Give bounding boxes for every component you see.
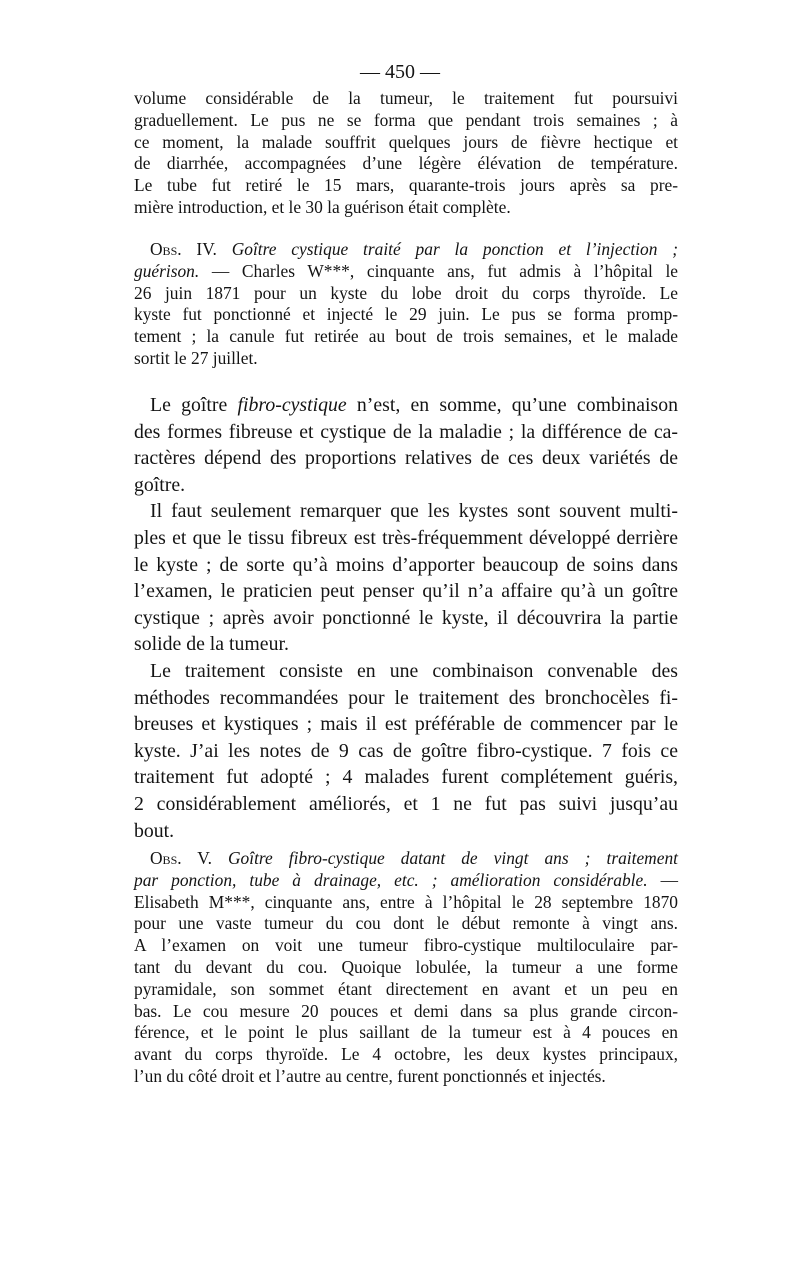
text-line: Le goître fibro-cystique n’est, en somme, qu’une combinaison [150, 394, 679, 416]
text-line: cystique ; après avoir ponctionné le kyste, il découvrira la partie [134, 606, 678, 629]
page-number: — 450 — [360, 61, 440, 83]
observation-v [134, 848, 678, 1088]
observation-iv [134, 239, 678, 370]
text-line: Le tube fut retiré le 15 mars, quarante-trois jours après sa pre- [134, 175, 678, 196]
continuation-paragraph [134, 88, 678, 219]
text-line: goître. [134, 473, 186, 496]
text-line: avant du corps thyroïde. Le 4 octobre, les deux kystes principaux, [134, 1044, 678, 1065]
text-line: férence, et le point le plus saillant de la tumeur est à 4 pouces en [134, 1022, 678, 1043]
text-line: 26 juin 1871 pour un kyste du lobe droit du corps thyroïde. Le [134, 282, 678, 303]
text-line: kyste. J’ai les notes de 9 cas de goître fibro-cystique. 7 fois ce [134, 739, 678, 762]
text-line: Il faut seulement remarquer que les kystes sont souvent multi- [150, 500, 678, 523]
text-line: des formes fibreuse et cystique de la maladie ; la différence de ca- [134, 420, 678, 443]
text-line: Elisabeth M***, cinquante ans, entre à l’hôpital le 28 septembre 1870 [134, 891, 678, 912]
text-line: kyste fut ponctionné et injecté le 29 juin. Le pus se forma promp- [134, 304, 678, 325]
text-line: A l’examen on voit une tumeur fibro-cystique multiloculaire par- [134, 935, 678, 956]
text-line: mière introduction, et le 30 la guérison était complète. [134, 196, 511, 217]
text-line: Le traitement consiste en une combinaison convenable des [150, 659, 678, 682]
observation-label: Obs. IV. [150, 239, 217, 259]
text-line: solide de la tumeur. [134, 633, 289, 656]
observation-title: Goître cystique traité par la ponction et l’injection ; [231, 239, 678, 259]
observation-heading [134, 848, 678, 870]
text-line: ce moment, la malade souffrit quelques jours de fièvre hectique et [134, 131, 678, 152]
text-line: volume considérable de la tumeur, le traitement fut poursuivi [134, 88, 678, 108]
text-line: le kyste ; de sorte qu’à moins d’apporter beaucoup de soins dans [134, 553, 678, 576]
text-line: l’examen, le praticien peut penser qu’il n’a affaire qu’à un goître [134, 580, 678, 603]
text-line: traitement fut adopté ; 4 malades furent complétement guéris, [134, 766, 678, 789]
text-line: pyramidale, son sommet étant directement en avant et un peu en [134, 978, 678, 999]
text-line: guérison. — Charles W***, cinquante ans, fut admis à l’hôpital le [134, 260, 678, 281]
text-line: bout. [134, 819, 175, 842]
text-line: méthodes recommandées pour le traitement des bronchocèles fi- [134, 686, 678, 709]
observation-heading [134, 239, 678, 261]
observation-title: guérison. [134, 260, 200, 281]
observation-title: par ponction, tube à drainage, etc. ; amélioration considérable. [134, 869, 648, 890]
text-line: sortit le 27 juillet. [134, 347, 258, 368]
text-line: tement ; la canule fut retirée au bout de trois semaines, et le malade [134, 326, 678, 347]
text-line: pour une vaste tumeur du cou dont le début remonte à vingt ans. [134, 913, 678, 934]
text-line: par ponction, tube à drainage, etc. ; amélioration considérable. — [134, 869, 678, 890]
observation-label: Obs. V. [150, 848, 212, 868]
text-line: bas. Le cou mesure 20 pouces et demi dans sa plus grande circon- [134, 1000, 678, 1021]
text-line: de diarrhée, accompagnées d’une légère élévation de température. [134, 153, 678, 174]
text-line: 2 considérablement améliorés, et 1 ne fut pas suivi jusqu’au [134, 792, 678, 815]
text-line: ractères dépend des proportions relatives de ces deux variétés de [134, 447, 678, 470]
text-line: tant du devant du cou. Quoique lobulée, la tumeur a une forme [134, 956, 678, 977]
text-line: graduellement. Le pus ne se forma que pendant trois semaines ; à [134, 109, 678, 130]
text-line: breuses et kystiques ; mais il est préférable de commencer par le [134, 713, 678, 736]
observation-title: Goître fibro-cystique datant de vingt ans ; traitement [228, 848, 678, 868]
text-line: ples et que le tissu fibreux est très-fréquemment développé derrière [134, 526, 678, 549]
body-text [134, 392, 678, 844]
text-line: l’un du côté droit et l’autre au centre, furent ponctionnés et injectés. [134, 1065, 606, 1086]
